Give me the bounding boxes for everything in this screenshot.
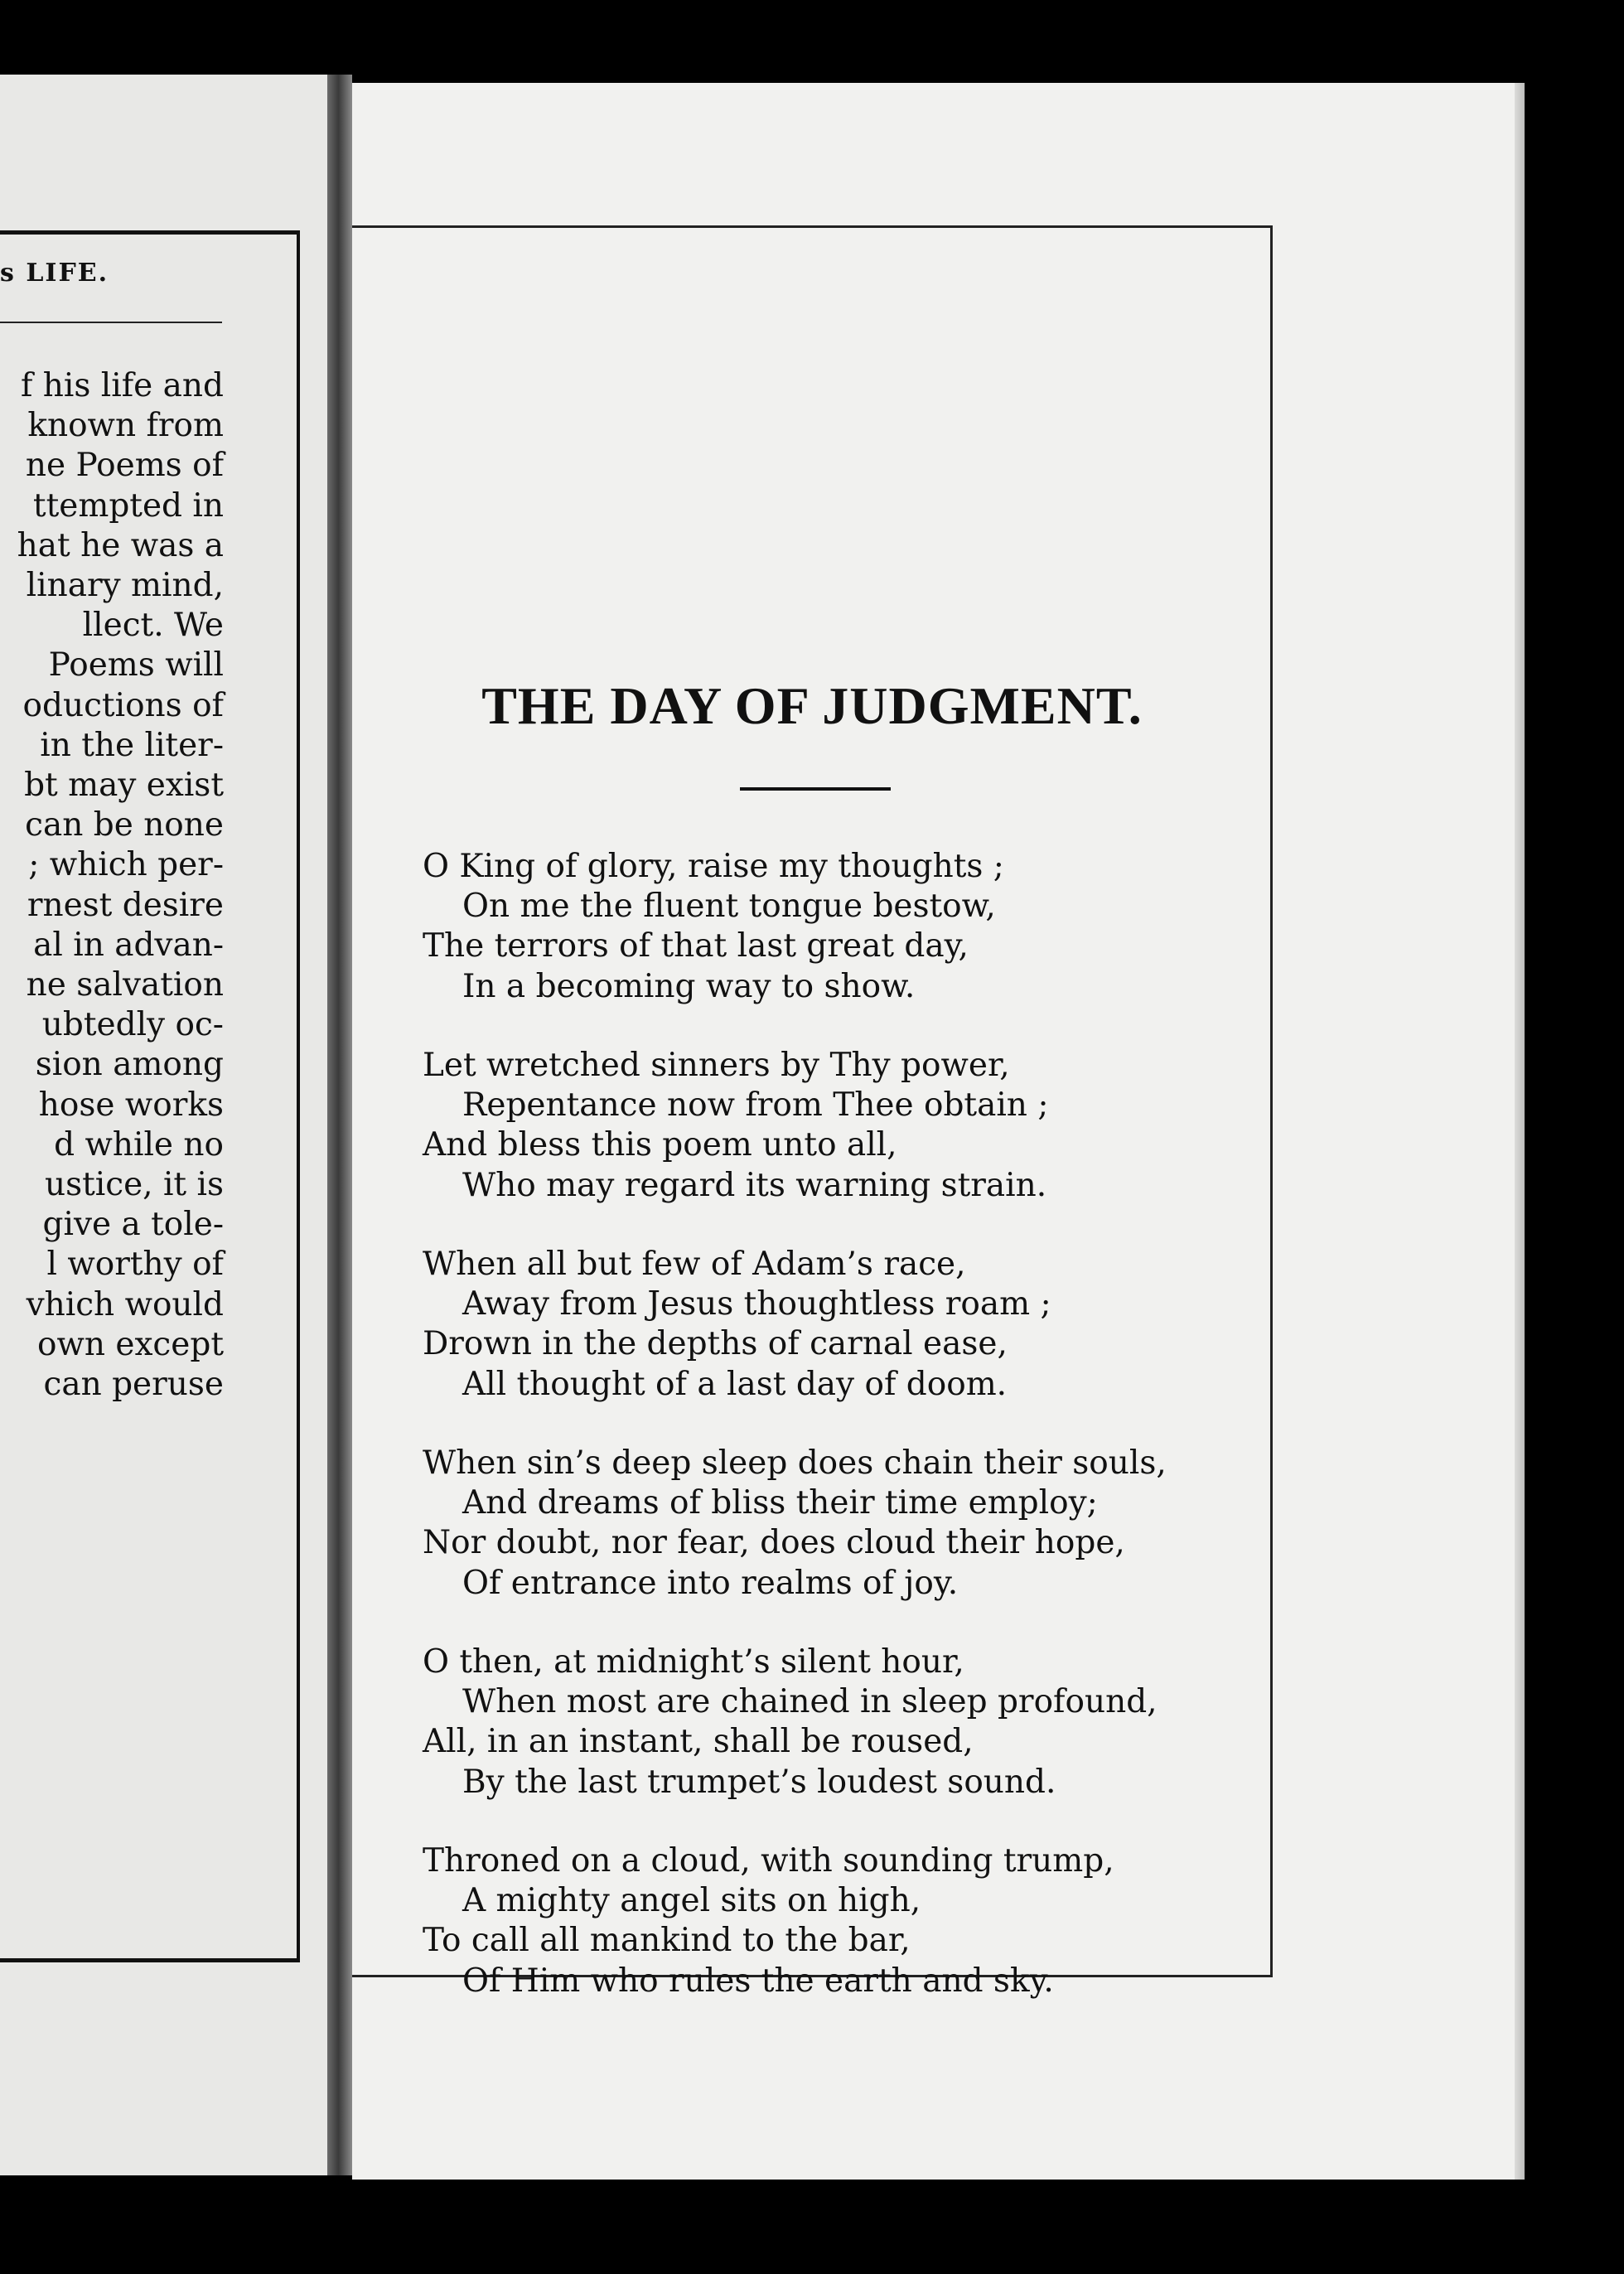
text-line: ; which per-	[28, 846, 224, 884]
verse-line: All, in an instant, shall be roused,	[423, 1723, 974, 1761]
right-page	[352, 83, 1525, 2180]
verse-line: When all but few of Adam’s race,	[423, 1246, 966, 1283]
verse-line: When sin’s deep sleep does chain their souls,	[423, 1444, 1167, 1482]
book-gutter	[327, 75, 352, 2175]
verse-line: When most are chained in sleep profound,	[462, 1683, 1158, 1721]
text-line: linary mind,	[26, 567, 224, 605]
left-page	[0, 75, 327, 2175]
verse-line: In a becoming way to show.	[462, 967, 916, 1005]
text-line: give a tole-	[42, 1206, 224, 1244]
verse-line: On me the fluent tongue bestow,	[462, 888, 996, 926]
left-page-text	[0, 366, 224, 1405]
verse-line: Throned on a cloud, with sounding trump,	[423, 1842, 1114, 1880]
text-line: bt may exist	[24, 767, 224, 805]
verse-line: Of Him who rules the earth and sky.	[462, 1962, 1054, 2000]
verse-line: A mighty angel sits on high,	[462, 1882, 921, 1920]
verse-line: Let wretched sinners by Thy power,	[423, 1047, 1010, 1084]
verse-line: All thought of a last day of doom.	[462, 1365, 1008, 1403]
text-line: own except	[36, 1325, 224, 1363]
text-line: rnest desire	[27, 886, 224, 924]
verse-line: And bless this poem unto all,	[423, 1126, 897, 1164]
verse-line: By the last trumpet’s loudest sound.	[462, 1763, 1056, 1801]
verse-line: Who may regard its warning strain.	[462, 1166, 1047, 1204]
verse-line: Repentance now from Thee obtain ;	[462, 1086, 1049, 1125]
verse-line: Nor doubt, nor fear, does cloud their hope,	[423, 1524, 1125, 1562]
text-line: known from	[27, 407, 224, 445]
poem-stanza	[423, 1046, 1243, 1206]
text-line: ubtedly oc-	[41, 1006, 224, 1044]
text-line: d while no	[54, 1125, 224, 1164]
text-line: al in advan-	[33, 926, 224, 964]
text-line: llect. We	[82, 607, 224, 645]
text-line: sion among	[35, 1046, 224, 1084]
text-line: in the liter-	[40, 726, 224, 764]
left-page-header-rule	[0, 322, 222, 323]
title-rule	[740, 787, 891, 791]
verse-line: To call all mankind to the bar,	[423, 1922, 911, 1960]
verse-line: The terrors of that last great day,	[423, 927, 969, 965]
poem-stanza	[423, 1444, 1243, 1604]
verse-line: Of entrance into realms of joy.	[462, 1564, 959, 1602]
text-line: ustice, it is	[44, 1166, 224, 1204]
text-line: l worthy of	[46, 1246, 224, 1284]
verse-line: Drown in the depths of carnal ease,	[423, 1325, 1008, 1363]
poem-title: THE DAY OF JUDGMENT.	[481, 676, 1143, 735]
left-page-running-header: s LIFE.	[0, 259, 109, 288]
poem-stanza	[423, 1841, 1243, 2001]
verse-line: O King of glory, raise my thoughts ;	[423, 848, 1004, 885]
poem-stanza	[423, 847, 1243, 1007]
text-line: can be none	[25, 806, 224, 844]
verse-line: Away from Jesus thoughtless roam ;	[462, 1285, 1051, 1323]
text-line: vhich would	[26, 1285, 224, 1323]
text-line: hat he was a	[17, 526, 224, 564]
text-line: hose works	[38, 1086, 224, 1124]
text-line: ne Poems of	[25, 447, 224, 485]
poem-stanza	[423, 1643, 1243, 1802]
text-line: ttempted in	[32, 486, 224, 525]
text-line: f his life and	[20, 367, 224, 404]
verse-line: And dreams of bliss their time employ;	[462, 1484, 1098, 1522]
text-line: can peruse	[43, 1366, 224, 1404]
text-line: Poems will	[48, 646, 224, 685]
text-line: ne salvation	[26, 966, 224, 1004]
verse-line: O then, at midnight’s silent hour,	[423, 1643, 964, 1681]
poem-stanza	[423, 1245, 1243, 1405]
text-line: oductions of	[22, 686, 224, 724]
